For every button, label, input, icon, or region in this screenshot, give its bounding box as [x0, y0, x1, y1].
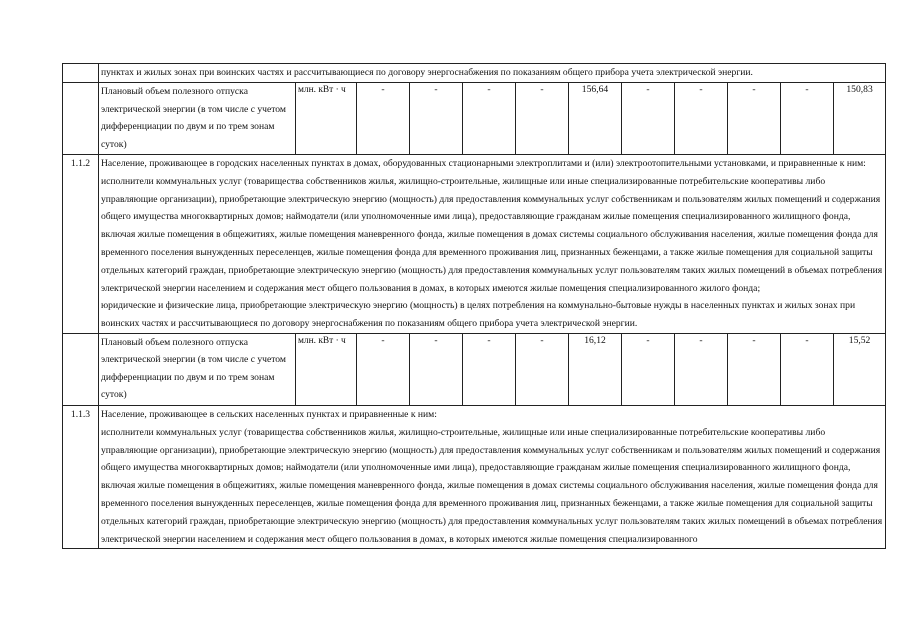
value-cell: - — [516, 333, 569, 405]
section-text — [99, 155, 886, 334]
section-text — [99, 405, 886, 548]
value-cell: - — [463, 83, 516, 155]
plan-label: Плановый объем полезного отпуска электрической энергии (в том числе с учетом дифференциации по двум и по трем зонам суток) — [99, 333, 296, 405]
tariff-table — [62, 63, 886, 549]
continuation-row — [63, 64, 886, 83]
value-cell: 15,52 — [834, 333, 886, 405]
value-cell: - — [410, 83, 463, 155]
value-cell: - — [675, 83, 728, 155]
plan-row — [63, 83, 886, 155]
section-number: 1.1.3 — [63, 405, 99, 548]
value-cell: - — [781, 83, 834, 155]
value-cell: - — [357, 333, 410, 405]
value-cell: - — [622, 333, 675, 405]
value-cell: - — [728, 333, 781, 405]
plan-row — [63, 333, 886, 405]
value-cell: 150,83 — [834, 83, 886, 155]
section-paragraph: Население, проживающее в сельских населенных пунктах и приравненные к ним: — [101, 408, 437, 420]
value-cell: - — [728, 83, 781, 155]
section-number: 1.1.2 — [63, 155, 99, 334]
section-row — [63, 155, 886, 334]
value-cell: - — [357, 83, 410, 155]
value-cell: 156,64 — [569, 83, 622, 155]
section-paragraph: юридические и физические лица, приобретающие электрическую энергию (мощность) в целях потребления на коммунально-бытовые нужды в населенных пунктах и жилых зонах при воинских частях и рассчитывающиеся по договору энергоснабжения по показаниям общего прибора учета электрической энергии. — [101, 300, 856, 330]
value-cell: - — [675, 333, 728, 405]
value-cell: - — [622, 83, 675, 155]
continuation-text: пунктах и жилых зонах при воинских частях и рассчитывающиеся по договору энергоснабжения по показаниям общего прибора учета электрической энергии. — [99, 64, 886, 83]
value-cell: 16,12 — [569, 333, 622, 405]
value-cell: - — [516, 83, 569, 155]
value-cell: - — [463, 333, 516, 405]
section-row — [63, 405, 886, 548]
section-paragraph: Население, проживающее в городских населенных пунктах в домах, оборудованных стационарными электроплитами и (или) электроотопительными установками, и приравненные к ним: — [101, 158, 866, 169]
row-number-cell — [63, 64, 99, 83]
unit-cell: млн. кВт · ч — [296, 83, 357, 155]
unit-cell: млн. кВт · ч — [296, 333, 357, 405]
section-paragraph: исполнители коммунальных услуг (товарищества собственников жилья, жилищно-строительные, жилищные или иные специализированные потребительские кооперативы либо управляющие организации), приобретающие электрическую энергию (мощность) для предоставления коммунальных услуг собственникам и пользователям жилых помещений и содержания общего имущества многоквартирных домов; наймодатели (или уполномоченные ими лица), предоставляющие гражданам жилые помещения специализированного жилищного фонда, включая жилые помещения в общежитиях, жилые помещения маневренного фонда, жилые помещения в домах системы социального обслуживания населения, жилые помещения фонда для временного поселения вынужденных переселенцев, жилые помещения фонда для временного проживания лиц, признанных беженцами, а также жилые помещения для социальной защиты отдельных категорий граждан, приобретающие электрическую энергию (мощность) для предоставления коммунальных услуг пользователям таких жилых помещений в объемах потребления электрической энергии населением и содержания мест общего пользования в домах, в которых имеются жилые помещения специализированного — [101, 426, 883, 545]
section-paragraph: исполнители коммунальных услуг (товарищества собственников жилья, жилищно-строительные, жилищные или иные специализированные потребительские кооперативы либо управляющие организации), приобретающие электрическую энергию (мощность) для предоставления коммунальных услуг собственникам и пользователям жилых помещений и содержания общего имущества многоквартирных домов; наймодатели (или уполномоченные ими лица), предоставляющие гражданам жилые помещения специализированного жилищного фонда, включая жилые помещения в общежитиях, жилые помещения маневренного фонда, жилые помещения в домах системы социального обслуживания населения, жилые помещения фонда для временного поселения вынужденных переселенцев, жилые помещения фонда для временного проживания лиц, признанных беженцами, а также жилые помещения для социальной защиты отдельных категорий граждан, приобретающие электрическую энергию (мощность) для предоставления коммунальных услуг пользователям таких жилых помещений в объемах потребления электрической энергии населением и содержания мест общего пользования в домах, в которых имеются жилые помещения специализированного жилого фонда; — [101, 175, 883, 294]
plan-label: Плановый объем полезного отпуска электрической энергии (в том числе с учетом дифференциации по двум и по трем зонам суток) — [99, 83, 296, 155]
value-cell: - — [410, 333, 463, 405]
value-cell: - — [781, 333, 834, 405]
